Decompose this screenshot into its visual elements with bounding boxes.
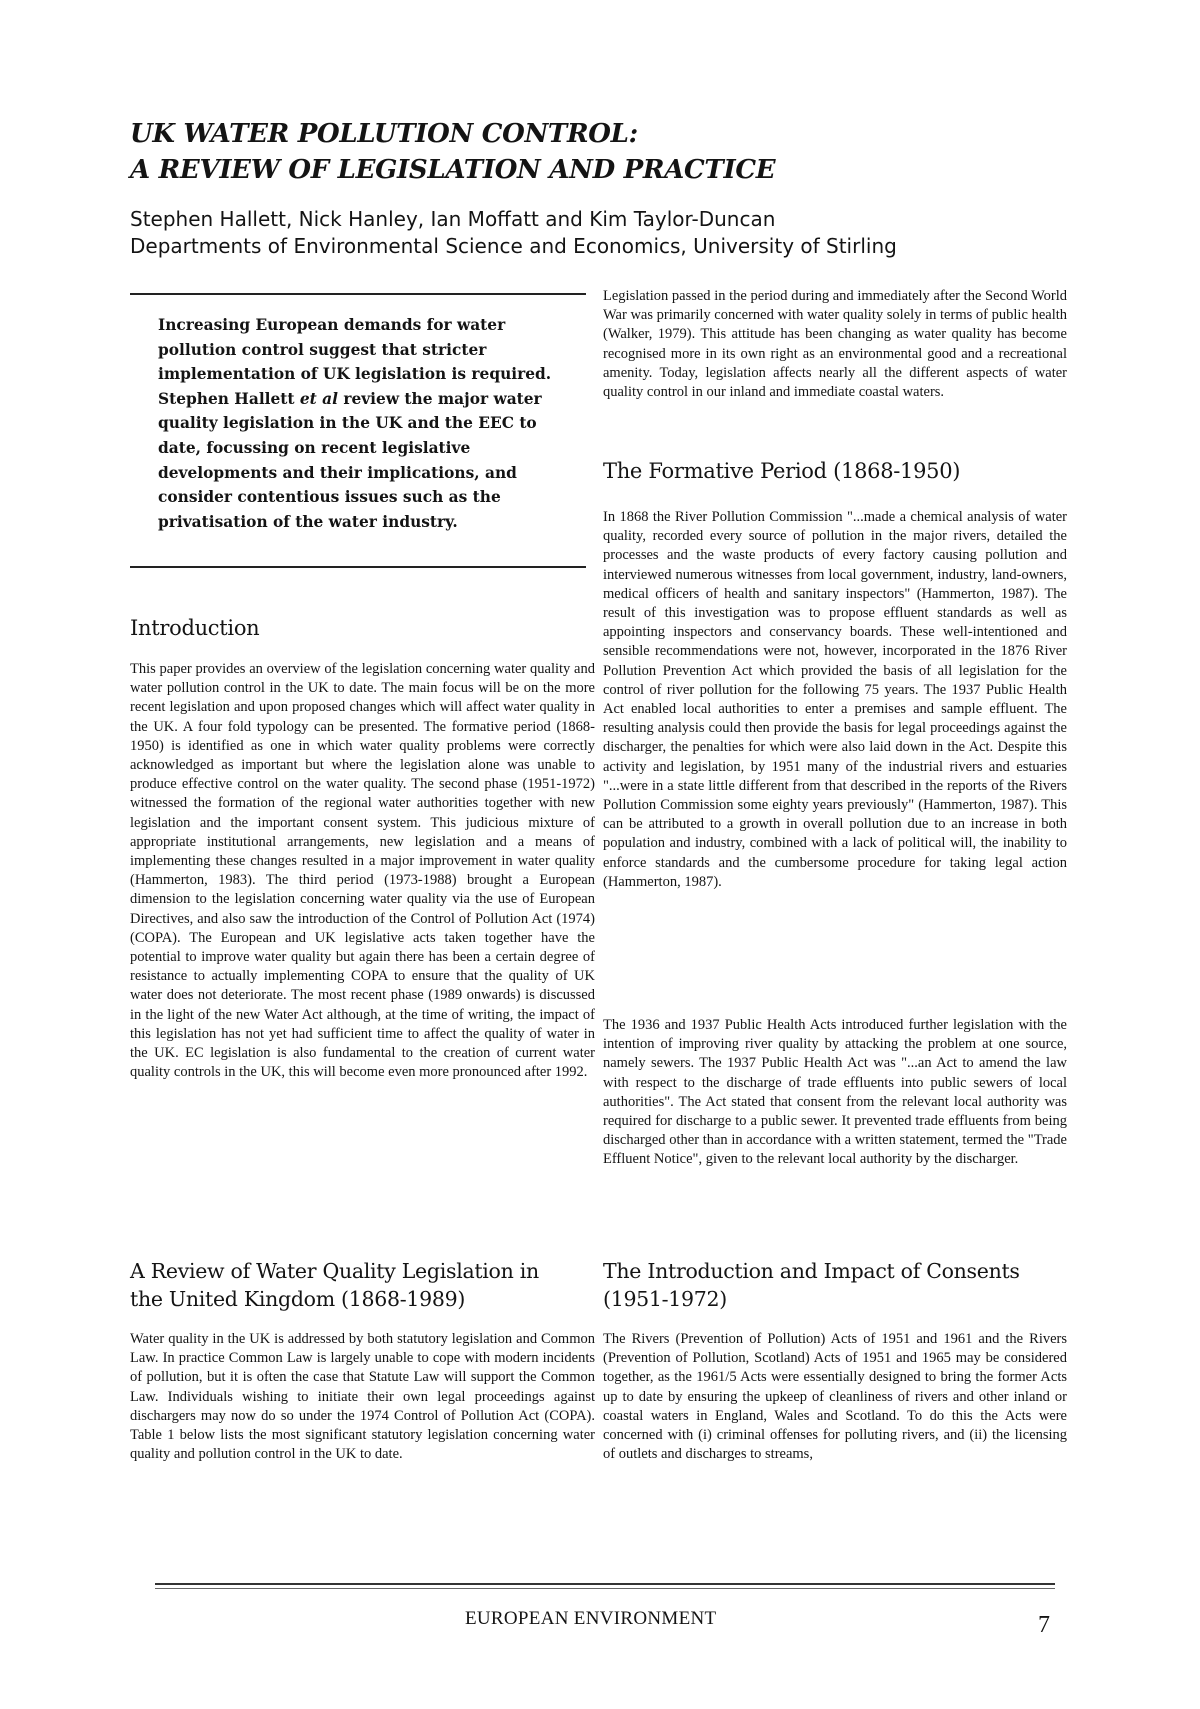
review-heading-line-1: A Review of Water Quality Legislation in — [130, 1259, 539, 1283]
formative-paragraph-1: In 1868 the River Pollution Commission "...made a chemical analysis of water quality, recorded every source of pollution in the major rivers, detailed the processes and the waste products of every factory causing pollution and interviewed numerous witnesses from local government, industry, land-owners, medical officers of health and sanitary inspectors" (Hammerton, 1987). The result of this investigation was to propose effluent standards as well as appointing inspectors and conservancy boards. These well-intentioned and sensible recommendations were not, however, incorporated in the 1876 River Pollution Prevention Act which provided the basis of all legislation for the control of river pollution for the following 75 years. The 1937 Public Health Act enabled local authorities to enter a premises and sample effluent. The resulting analysis could then provide the basis for legal proceedings against the discharger, the penalties for which were also laid down in the Act. Despite this activity and legislation, by 1951 many of the industrial rivers and estuaries "...were in a state little different from that described in the reports of the Rivers Pollution Commission some eighty years previously" (Hammerton, 1987). This can be attributed to a growth in overall pollution due to an increase in both population and industry, combined with a lack of political will, the inability to enforce standards and the cumbersome procedure for taking legal action (Hammerton, 1987). — [603, 509, 1067, 890]
title-line-2: A REVIEW OF LEGISLATION AND PRACTICE — [130, 155, 776, 185]
title-line-1: UK WATER POLLUTION CONTROL: — [130, 119, 638, 149]
footer-rule-thin — [155, 1588, 1055, 1589]
abstract-top-rule — [130, 293, 586, 295]
review-body: Water quality in the UK is addressed by both statutory legislation and Common Law. In practice Common Law is largely unable to cope with modern incidents of pollution, but it is often the case that Statute Law will support the Common Law. Individuals wishing to initiate their own legal proceedings against dischargers may now do so under the 1974 Control of Pollution Act (COPA). Table 1 below lists the most significant statutory legislation concerning water quality and pollution control in the UK to date. — [130, 1331, 595, 1463]
review-heading — [130, 1257, 610, 1313]
formative-period-heading: The Formative Period (1868-1950) — [603, 459, 961, 483]
formative-paragraph-2: The 1936 and 1937 Public Health Acts introduced further legislation with the intention of improving river quality by attacking the problem at one source, namely sewers. The 1937 Public Health Act was "...an Act to amend the law with respect to the discharge of trade effluents into public sewers of local authorities". The Act stated that consent from the relevant local authority was required for discharge to a public sewer. It prevented trade effluents from being discharged other than in accordance with a written statement, termed the "Trade Effluent Notice", given to the relevant local authority by the discharger. — [603, 1017, 1067, 1168]
consents-heading-line-1: The Introduction and Impact of Consents — [603, 1259, 1020, 1283]
abstract-text-end: review the major water quality legislation in the UK and the EEC to date, focussing on recent legislative developments and their implications, and consider contentious issues such as the privatisation of the water industry. — [158, 389, 542, 531]
author-affiliation: Departments of Environmental Science and Economics, University of Stirling — [130, 234, 897, 258]
abstract — [158, 313, 578, 534]
abstract-text-start: Increasing European demands for water pollution control suggest that stricter implementation of UK legislation is required. Stephen Hallett — [158, 316, 552, 408]
review-heading-line-2: the United Kingdom (1868-1989) — [130, 1287, 466, 1311]
consents-heading-line-2: (1951-1972) — [603, 1287, 727, 1311]
author-names: Stephen Hallett, Nick Hanley, Ian Moffatt and Kim Taylor-Duncan — [130, 207, 776, 231]
page-number: 7 — [1038, 1612, 1050, 1638]
consents-body: The Rivers (Prevention of Pollution) Acts of 1951 and 1961 and the Rivers (Prevention of Pollution, Scotland) Acts of 1951 and 1965 may be considered together, as the 1961/5 Acts were essentially designed to bring the former Acts up to date by ensuring the upkeep of cleanliness of rivers and other inland or coastal waters in England, Wales and Scotland. To do this the Acts were concerned with (i) criminal offenses for polluting rivers, and (ii) the licensing of outlets and discharges to streams, — [603, 1331, 1067, 1463]
author-block — [130, 206, 1110, 260]
right-intro-body: Legislation passed in the period during and immediately after the Second World War was primarily concerned with water quality solely in terms of public health (Walker, 1979). This attitude has been changing as water quality has become recognised more in its own right as an environmental good and a recreational amenity. Today, legislation affects nearly all the different aspects of water quality control in our inland and immediate coastal waters. — [603, 288, 1067, 401]
consents-heading — [603, 1257, 1083, 1313]
abstract-bottom-rule — [130, 566, 586, 568]
introduction-heading: Introduction — [130, 616, 260, 640]
introduction-body: This paper provides an overview of the legislation concerning water quality and water pollution control in the UK to date. The main focus will be on the more recent legislation and upon proposed changes which will affect water quality in the UK. A four fold typology can be presented. The formative period (1868-1950) is identified as one in which water quality problems were correctly acknowledged as important but where the legislation alone was unable to produce effective control on the water quality. The second phase (1951-1972) witnessed the formation of the regional water authorities together with new legislation and the important consent system. This judicious mixture of appropriate institutional arrangements, new legislation and a means of implementing these changes resulted in a major improvement in water quality (Hammerton, 1983). The third period (1973-1988) brought a European dimension to the legislation concerning water quality via the use of European Directives, and also saw the introduction of the Control of Pollution Act (1974) (COPA). The European and UK legislative acts taken together have the potential to improve water quality but again there has been a certain degree of resistance to actually implementing COPA to ensure that the quality of UK water does not deteriorate. The most recent phase (1989 onwards) is discussed in the light of the new Water Act although, at the time of writing, the impact of this legislation has not yet had sufficient time to affect the quality of water in the UK. EC legislation is also fundamental to the creation of current water quality controls in the UK, this will become even more pronounced after 1992. — [130, 661, 595, 1081]
journal-name: EUROPEAN ENVIRONMENT — [465, 1608, 717, 1629]
footer-rule — [155, 1583, 1055, 1585]
abstract-et-al: et al — [299, 389, 338, 408]
article-title — [130, 116, 1090, 188]
